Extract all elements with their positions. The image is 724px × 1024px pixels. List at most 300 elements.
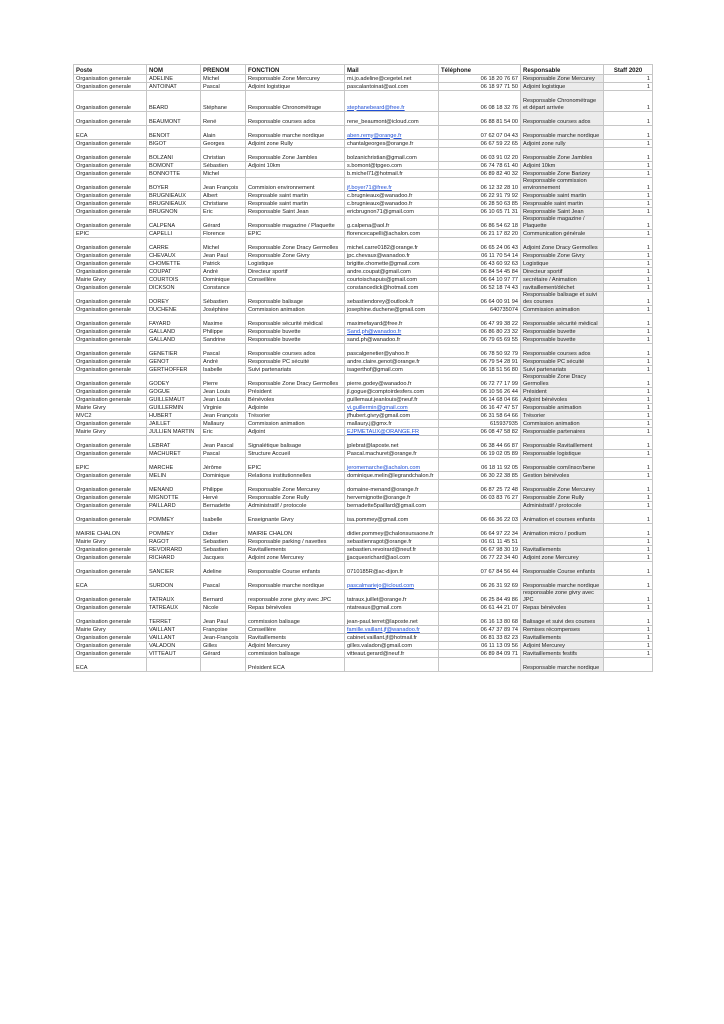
cell-nom: POMMEY: [147, 510, 201, 524]
table-row: [74, 494, 653, 502]
cell-telephone: 06 18 11 92 05: [439, 458, 521, 472]
cell-staff: 1: [604, 396, 653, 404]
cell-prenom: Georges: [201, 140, 246, 148]
cell-prenom: Sébastien: [201, 292, 246, 306]
cell-fonction: Conseillère: [246, 276, 345, 284]
cell-fonction: Enseignante Givry: [246, 510, 345, 524]
cell-nom: BIGOT: [147, 140, 201, 148]
cell-staff: 1: [604, 91, 653, 112]
cell-mail: b.michel71@hotmail.fr: [345, 170, 439, 178]
cell-fonction: Responsable sécurité médical: [246, 314, 345, 328]
cell-staff: 1: [604, 75, 653, 83]
cell-fonction: Responsable Zone Dracy Germolles: [246, 374, 345, 388]
cell-responsable: Responsable animation: [521, 404, 604, 412]
cell-fonction: Responsable balisage: [246, 292, 345, 306]
cell-prenom: Sebastien: [201, 538, 246, 546]
cell-telephone: 06 18 51 56 80: [439, 366, 521, 374]
cell-nom: BRUGNIEAUX: [147, 192, 201, 200]
cell-mail[interactable]: aben.remy@orange.fr: [345, 126, 439, 140]
cell-mail: sebastiendorey@outlook.fr: [345, 292, 439, 306]
table-row: [74, 404, 653, 412]
cell-responsable: Commission animation: [521, 420, 604, 428]
cell-prenom: Constance: [201, 284, 246, 292]
cell-nom: VAILLANT: [147, 626, 201, 634]
cell-prenom: Christian: [201, 148, 246, 162]
cell-nom: BRUGNIEAUX: [147, 200, 201, 208]
table-row: [74, 502, 653, 510]
cell-telephone: 06 08 47 58 82: [439, 428, 521, 436]
cell-responsable: Responsable balisage et suivi des courses: [521, 292, 604, 306]
cell-staff: 1: [604, 458, 653, 472]
table-row: [74, 358, 653, 366]
cell-responsable: Ravitaillements festifs: [521, 650, 604, 658]
cell-nom: ANTOINAT: [147, 83, 201, 91]
cell-nom: GUILLERMIN: [147, 404, 201, 412]
table-row: [74, 192, 653, 200]
cell-poste: Organisation generale: [74, 91, 147, 112]
cell-poste: Organisation generale: [74, 192, 147, 200]
cell-prenom: Jean François: [201, 178, 246, 192]
cell-nom: LEBRAT: [147, 436, 201, 450]
cell-responsable: Président: [521, 388, 604, 396]
cell-fonction: commission balisage: [246, 650, 345, 658]
cell-fonction: Commission animation: [246, 420, 345, 428]
cell-fonction: EPIC: [246, 458, 345, 472]
cell-prenom: Michel: [201, 238, 246, 252]
cell-mail: chantalgeorges@orange.fr: [345, 140, 439, 148]
table-row: [74, 650, 653, 658]
cell-poste: Organisation generale: [74, 480, 147, 494]
cell-nom: COURTOIS: [147, 276, 201, 284]
cell-nom: RAGOT: [147, 538, 201, 546]
cell-fonction: Responsable Chronométrage: [246, 91, 345, 112]
cell-mail: josephine.duchene@gmail.com: [345, 306, 439, 314]
cell-staff: 1: [604, 148, 653, 162]
table-row: [74, 112, 653, 126]
cell-prenom: Gilles: [201, 642, 246, 650]
table-row: [74, 344, 653, 358]
cell-fonction: [246, 284, 345, 292]
header-nom: NOM: [147, 65, 201, 75]
cell-nom: MENAND: [147, 480, 201, 494]
cell-telephone: 06 72 77 17 99: [439, 374, 521, 388]
cell-telephone: 06 66 36 22 03: [439, 510, 521, 524]
table-row: [74, 91, 653, 112]
table-row: [74, 436, 653, 450]
cell-telephone: 06 16 13 80 68: [439, 612, 521, 626]
cell-mail[interactable]: stephanebeard@free.fr: [345, 91, 439, 112]
cell-prenom: Sébastien: [201, 162, 246, 170]
table-row: [74, 178, 653, 192]
cell-staff: 1: [604, 634, 653, 642]
cell-nom: DICKSON: [147, 284, 201, 292]
cell-mail: jjacquesrichard@aol.com: [345, 554, 439, 562]
cell-telephone: 06 89 84 09 71: [439, 650, 521, 658]
cell-responsable: Responsable marche nordique: [521, 126, 604, 140]
cell-responsable: Adjoint Mercurey: [521, 642, 604, 650]
table-row: [74, 412, 653, 420]
cell-prenom: Sandrine: [201, 336, 246, 344]
cell-fonction: Suivi partenariats: [246, 366, 345, 374]
table-row: [74, 276, 653, 284]
cell-nom: BOMONT: [147, 162, 201, 170]
cell-telephone: 06 03 91 02 20: [439, 148, 521, 162]
cell-poste: Organisation generale: [74, 472, 147, 480]
cell-staff: 1: [604, 576, 653, 590]
cell-prenom: Philippe: [201, 328, 246, 336]
cell-telephone: 06 89 82 40 32: [439, 170, 521, 178]
cell-telephone: 06 64 10 97 77: [439, 276, 521, 284]
cell-telephone: 06 25 84 49 86: [439, 590, 521, 604]
cell-fonction: Ravitaillements: [246, 546, 345, 554]
cell-prenom: Jean Pascal: [201, 436, 246, 450]
cell-mail: ericbrugnon71@gmail.com: [345, 208, 439, 216]
cell-poste: MVC2: [74, 412, 147, 420]
cell-fonction: Responsable marche nordique: [246, 576, 345, 590]
cell-fonction: Directeur sportif: [246, 268, 345, 276]
table-row: [74, 546, 653, 554]
cell-staff: [604, 658, 653, 672]
cell-poste: Mairie Givry: [74, 538, 147, 546]
cell-fonction: Responsable marche nordique: [246, 126, 345, 140]
cell-staff: 1: [604, 306, 653, 314]
staff-spreadsheet: [73, 64, 653, 672]
table-row: [74, 634, 653, 642]
cell-telephone: 06 28 50 63 85: [439, 200, 521, 208]
cell-telephone: 06 43 60 92 63: [439, 260, 521, 268]
cell-telephone: 06 67 98 30 19: [439, 546, 521, 554]
cell-fonction: Responsable Course enfants: [246, 562, 345, 576]
cell-prenom: Patrick: [201, 260, 246, 268]
cell-responsable: Responsable marche nordique: [521, 576, 604, 590]
header-responsable: Responsable: [521, 65, 604, 75]
table-row: [74, 260, 653, 268]
cell-fonction: Commission animation: [246, 306, 345, 314]
cell-prenom: Virginie: [201, 404, 246, 412]
cell-poste: MAIRIE CHALON: [74, 524, 147, 538]
cell-nom: CARRE: [147, 238, 201, 252]
cell-poste: Organisation generale: [74, 216, 147, 230]
cell-responsable: Administratif / protocole: [521, 502, 604, 510]
table-row: [74, 396, 653, 404]
table-row: [74, 420, 653, 428]
cell-prenom: Albert: [201, 192, 246, 200]
cell-responsable: Responsable Zone Jambles: [521, 148, 604, 162]
cell-fonction: [246, 170, 345, 178]
table-row: [74, 252, 653, 260]
cell-fonction: Responsable courses ados: [246, 112, 345, 126]
cell-mail: c.brugnieaux@wanadoo.fr: [345, 192, 439, 200]
cell-responsable: Suivi partenariats: [521, 366, 604, 374]
cell-nom: RICHARD: [147, 554, 201, 562]
cell-responsable: Responsable magazine / Plaquette: [521, 216, 604, 230]
cell-telephone: 06 74 78 61 40: [439, 162, 521, 170]
cell-mail[interactable]: EJPMETAUX@ORANGE.FR: [345, 428, 439, 436]
cell-nom: GERTHOFFER: [147, 366, 201, 374]
cell-fonction: responsable zone givry avec JPC: [246, 590, 345, 604]
cell-mail: andre.claire.genot@orange.fr: [345, 358, 439, 366]
cell-staff: 1: [604, 590, 653, 604]
cell-telephone: 06 47 99 38 22: [439, 314, 521, 328]
cell-fonction: EPIC: [246, 230, 345, 238]
cell-responsable: Responsable Saint Jean: [521, 208, 604, 216]
cell-staff: 1: [604, 626, 653, 634]
cell-fonction: Responsable parking / navettes: [246, 538, 345, 546]
cell-fonction: Responsable Zone Mercurey: [246, 75, 345, 83]
cell-staff: 1: [604, 292, 653, 306]
cell-telephone: 06 64 97 22 34: [439, 524, 521, 538]
cell-mail: 0710185R@ac-dijon.fr: [345, 562, 439, 576]
cell-telephone: 06 03 83 76 27: [439, 494, 521, 502]
cell-telephone: 06 79 54 28 91: [439, 358, 521, 366]
cell-staff: 1: [604, 450, 653, 458]
cell-mail[interactable]: jeromemarche@achalon.com: [345, 458, 439, 472]
cell-mail: constancedick@hotmail.com: [345, 284, 439, 292]
cell-nom: BENOIT: [147, 126, 201, 140]
cell-prenom: Gérard: [201, 650, 246, 658]
cell-poste: ECA: [74, 576, 147, 590]
cell-staff: 1: [604, 642, 653, 650]
cell-staff: 1: [604, 284, 653, 292]
cell-responsable: Responsable Zone Rully: [521, 494, 604, 502]
cell-staff: 1: [604, 510, 653, 524]
cell-nom: DUCHENE: [147, 306, 201, 314]
cell-prenom: Isabelle: [201, 366, 246, 374]
table-row: [74, 314, 653, 328]
table-row: [74, 576, 653, 590]
cell-fonction: Responsable courses ados: [246, 344, 345, 358]
cell-mail: isa.pommey@gmail.com: [345, 510, 439, 524]
cell-fonction: Responsable Zone Jambles: [246, 148, 345, 162]
cell-staff: 1: [604, 252, 653, 260]
table-row: [74, 374, 653, 388]
cell-poste: Organisation generale: [74, 502, 147, 510]
cell-mail: jfhubert.givry@gmail.com: [345, 412, 439, 420]
cell-prenom: Jacques: [201, 554, 246, 562]
cell-mail[interactable]: famille.vaillant.jf@wanadoo.fr: [345, 626, 439, 634]
cell-responsable: Balisage et suivi des courses: [521, 612, 604, 626]
cell-staff: 1: [604, 546, 653, 554]
cell-poste: Organisation generale: [74, 170, 147, 178]
cell-telephone: 06 14 68 04 66: [439, 396, 521, 404]
cell-nom: GENOT: [147, 358, 201, 366]
table-row: [74, 208, 653, 216]
cell-prenom: [201, 658, 246, 672]
cell-telephone: 06 22 91 79 92: [439, 192, 521, 200]
cell-responsable: Responsable Ravitaillement: [521, 436, 604, 450]
cell-prenom: Florence: [201, 230, 246, 238]
cell-nom: MARCHE: [147, 458, 201, 472]
table-row: [74, 230, 653, 238]
cell-responsable: Responsable Zone Givry: [521, 252, 604, 260]
cell-staff: 1: [604, 126, 653, 140]
cell-responsable: Responsable courses ados: [521, 112, 604, 126]
cell-poste: Organisation generale: [74, 148, 147, 162]
cell-staff: 1: [604, 412, 653, 420]
cell-nom: HUBERT: [147, 412, 201, 420]
table-row: [74, 366, 653, 374]
cell-fonction: Adjoint logistique: [246, 83, 345, 91]
cell-fonction: Logistique: [246, 260, 345, 268]
cell-fonction: Structure Accueil: [246, 450, 345, 458]
cell-staff: 1: [604, 140, 653, 148]
cell-fonction: Responsable Zone Givry: [246, 252, 345, 260]
cell-poste: EPIC: [74, 458, 147, 472]
cell-staff: 1: [604, 314, 653, 328]
cell-responsable: ravitaillement/déchet: [521, 284, 604, 292]
cell-prenom: Dominique: [201, 276, 246, 284]
cell-telephone: 06 87 25 72 48: [439, 480, 521, 494]
cell-nom: JAILLET: [147, 420, 201, 428]
cell-fonction: Adjointe: [246, 404, 345, 412]
cell-poste: Organisation generale: [74, 374, 147, 388]
cell-telephone: 06 64 00 91 94: [439, 292, 521, 306]
cell-responsable: Adjoint zone rully: [521, 140, 604, 148]
cell-prenom: Pascal: [201, 450, 246, 458]
cell-responsable: Communication générale: [521, 230, 604, 238]
cell-staff: 1: [604, 366, 653, 374]
table-row: [74, 510, 653, 524]
cell-fonction: Ravitaillements: [246, 634, 345, 642]
cell-mail: andre.coupat@gmail.com: [345, 268, 439, 276]
cell-mail[interactable]: pascalmariejo@icloud.com: [345, 576, 439, 590]
table-row: [74, 428, 653, 436]
cell-nom: MACHURET: [147, 450, 201, 458]
cell-staff: 1: [604, 336, 653, 344]
header-telephone: Téléphone: [439, 65, 521, 75]
cell-staff: 1: [604, 230, 653, 238]
table-row: [74, 126, 653, 140]
cell-poste: Organisation generale: [74, 634, 147, 642]
cell-telephone: 06 11 70 54 14: [439, 252, 521, 260]
cell-poste: Mairie Givry: [74, 276, 147, 284]
cell-staff: 1: [604, 502, 653, 510]
cell-fonction: Relations institutionnelles: [246, 472, 345, 480]
cell-staff: 1: [604, 260, 653, 268]
cell-responsable: Responsable buvette: [521, 328, 604, 336]
cell-mail: rene_beaumont@icloud.com: [345, 112, 439, 126]
cell-prenom: Pascal: [201, 576, 246, 590]
cell-fonction: Adjoint zone Rully: [246, 140, 345, 148]
cell-fonction: Responsable Zone Rully: [246, 494, 345, 502]
cell-poste: Organisation generale: [74, 292, 147, 306]
table-row: [74, 162, 653, 170]
cell-staff: 1: [604, 276, 653, 284]
table-row: [74, 590, 653, 604]
cell-nom: BOYER: [147, 178, 201, 192]
cell-fonction: Trésorier: [246, 412, 345, 420]
cell-mail: jean-paul.terret@laposte.net: [345, 612, 439, 626]
cell-staff: 1: [604, 562, 653, 576]
header-poste: Poste: [74, 65, 147, 75]
cell-responsable: Adjoint logistique: [521, 83, 604, 91]
cell-fonction: Administratif / protocole: [246, 502, 345, 510]
cell-poste: Organisation generale: [74, 162, 147, 170]
cell-nom: POMMEY: [147, 524, 201, 538]
cell-prenom: Bernard: [201, 590, 246, 604]
table-row: [74, 306, 653, 314]
cell-responsable: Ravitaillements: [521, 634, 604, 642]
cell-mail: sebastien.revoirard@neuf.fr: [345, 546, 439, 554]
cell-mail: brigitte.chomette@gmail.com: [345, 260, 439, 268]
cell-responsable: Trésorier: [521, 412, 604, 420]
cell-prenom: Gérard: [201, 216, 246, 230]
cell-poste: Organisation generale: [74, 200, 147, 208]
cell-telephone: 07 62 07 04 43: [439, 126, 521, 140]
cell-fonction: Responsable buvette: [246, 328, 345, 336]
cell-poste: ECA: [74, 658, 147, 672]
table-row: [74, 148, 653, 162]
table-row: [74, 480, 653, 494]
cell-telephone: 615937935: [439, 420, 521, 428]
cell-mail[interactable]: jf.boyer71@free.fr: [345, 178, 439, 192]
cell-staff: 1: [604, 436, 653, 450]
header-row: [74, 65, 653, 75]
cell-fonction: Responsable buvette: [246, 336, 345, 344]
cell-staff: 1: [604, 650, 653, 658]
cell-prenom: Pierre: [201, 374, 246, 388]
cell-staff: 1: [604, 216, 653, 230]
cell-staff: 1: [604, 112, 653, 126]
cell-mail[interactable]: vi.guillermin@gmail.com: [345, 404, 439, 412]
cell-telephone: 06 08 18 32 76: [439, 91, 521, 112]
cell-poste: Mairie Givry: [74, 404, 147, 412]
cell-poste: Organisation generale: [74, 590, 147, 604]
cell-prenom: Didier: [201, 524, 246, 538]
cell-fonction: Adjoint zone Mercurey: [246, 554, 345, 562]
cell-nom: GALLAND: [147, 336, 201, 344]
cell-responsable: secrétaire / Animation: [521, 276, 604, 284]
cell-nom: TATRAUX: [147, 590, 201, 604]
cell-poste: Organisation generale: [74, 306, 147, 314]
cell-poste: Organisation generale: [74, 314, 147, 328]
cell-mail: sand.ph@wanadoo.fr: [345, 336, 439, 344]
cell-telephone: 06 10 65 71 31: [439, 208, 521, 216]
cell-mail: pierre.godey@wanadoo.fr: [345, 374, 439, 388]
table-row: [74, 658, 653, 672]
table-row: [74, 140, 653, 148]
cell-fonction: Adjoint: [246, 428, 345, 436]
cell-mail[interactable]: Sand.ph@wanadoo.fr: [345, 328, 439, 336]
cell-telephone: 06 67 59 22 65: [439, 140, 521, 148]
cell-prenom: Joséphine: [201, 306, 246, 314]
cell-staff: 1: [604, 328, 653, 336]
cell-mail: pascalantoinat@aol.com: [345, 83, 439, 91]
cell-responsable: Responsable partenaires: [521, 428, 604, 436]
cell-prenom: Bernadette: [201, 502, 246, 510]
cell-staff: 1: [604, 554, 653, 562]
cell-mail: jplebrat@laposte.net: [345, 436, 439, 450]
cell-mail: michel.carre0182@orange.fr: [345, 238, 439, 252]
header-mail: Mail: [345, 65, 439, 75]
cell-prenom: André: [201, 268, 246, 276]
cell-nom: CHEVAUX: [147, 252, 201, 260]
cell-mail: s.bomont@tpgeo.com: [345, 162, 439, 170]
cell-responsable: Repas bénévoles: [521, 604, 604, 612]
cell-poste: Organisation generale: [74, 75, 147, 83]
cell-nom: GOGUE: [147, 388, 201, 396]
cell-telephone: 06 19 02 05 89: [439, 450, 521, 458]
cell-mail: tatraux.juillet@orange.fr: [345, 590, 439, 604]
cell-poste: Mairie Givry: [74, 428, 147, 436]
cell-prenom: Eric: [201, 208, 246, 216]
cell-prenom: Jean-François: [201, 634, 246, 642]
table-row: [74, 554, 653, 562]
cell-nom: BEARD: [147, 91, 201, 112]
cell-staff: 1: [604, 404, 653, 412]
cell-prenom: André: [201, 358, 246, 366]
cell-mail: g.calpena@aol.fr: [345, 216, 439, 230]
